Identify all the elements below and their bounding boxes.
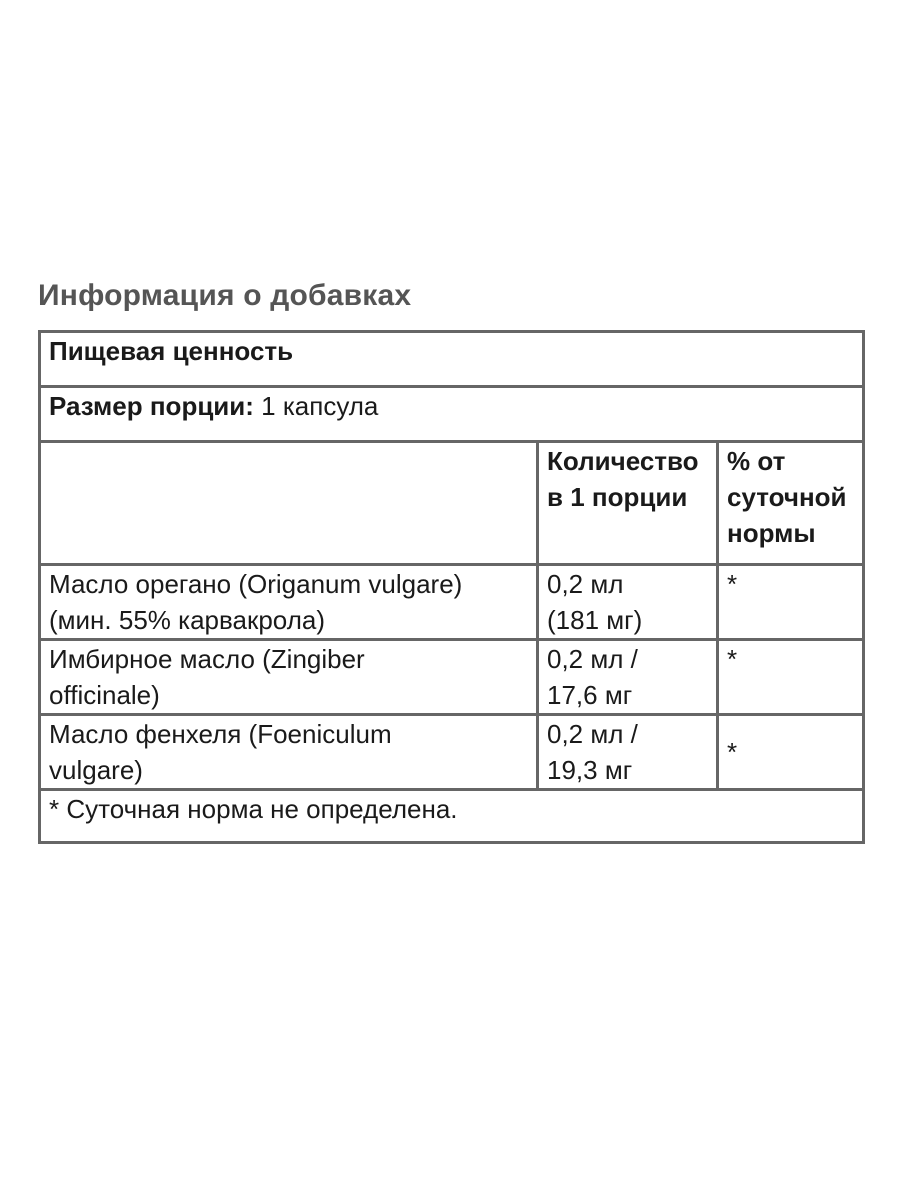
ingredient-amount-line: 17,6 мг [547, 680, 633, 710]
column-header-row [40, 442, 864, 565]
table-row [40, 715, 864, 790]
column-header-dv-line: % от [727, 446, 786, 476]
column-header-dv-line: суточной [727, 482, 847, 512]
ingredient-name-line: Масло фенхеля (Foeniculum [49, 719, 392, 749]
serving-size-value: 1 капсула [253, 391, 379, 421]
ingredient-amount-line: 0,2 мл [547, 569, 624, 599]
footnote-row [40, 790, 864, 843]
serving-size-row [40, 387, 864, 442]
ingredient-daily-value: * [718, 565, 864, 640]
ingredient-name [40, 640, 538, 715]
page-title: Информация о добавках [38, 279, 412, 312]
ingredient-amount-line: 0,2 мл / [547, 644, 638, 674]
table-row [40, 565, 864, 640]
ingredient-amount-line: 19,3 мг [547, 755, 633, 785]
ingredient-amount [538, 640, 718, 715]
column-header-amount [538, 442, 718, 565]
ingredient-name-line: Масло орегано (Origanum vulgare) [49, 569, 463, 599]
ingredient-amount-line: 0,2 мл / [547, 719, 638, 749]
column-header-daily-value [718, 442, 864, 565]
ingredient-daily-value: * [718, 640, 864, 715]
serving-size-label: Размер порции: [49, 391, 254, 421]
table-heading-row [40, 332, 864, 387]
ingredient-amount [538, 715, 718, 790]
column-header-amount-line: в 1 порции [547, 482, 688, 512]
ingredient-daily-value: * [718, 715, 864, 790]
supplement-facts-table [38, 330, 865, 844]
ingredient-name-line: officinale) [49, 680, 160, 710]
ingredient-name [40, 565, 538, 640]
column-header-blank [40, 442, 538, 565]
ingredient-name [40, 715, 538, 790]
ingredient-name-line: (мин. 55% карвакрола) [49, 605, 325, 635]
table-row [40, 640, 864, 715]
ingredient-amount [538, 565, 718, 640]
ingredient-name-line: Имбирное масло (Zingiber [49, 644, 365, 674]
column-header-dv-line: нормы [727, 518, 816, 548]
footnote: * Суточная норма не определена. [40, 790, 864, 843]
ingredient-amount-line: (181 мг) [547, 605, 643, 635]
ingredient-name-line: vulgare) [49, 755, 143, 785]
table-heading: Пищевая ценность [40, 332, 864, 387]
column-header-amount-line: Количество [547, 446, 699, 476]
serving-size-cell [40, 387, 864, 442]
